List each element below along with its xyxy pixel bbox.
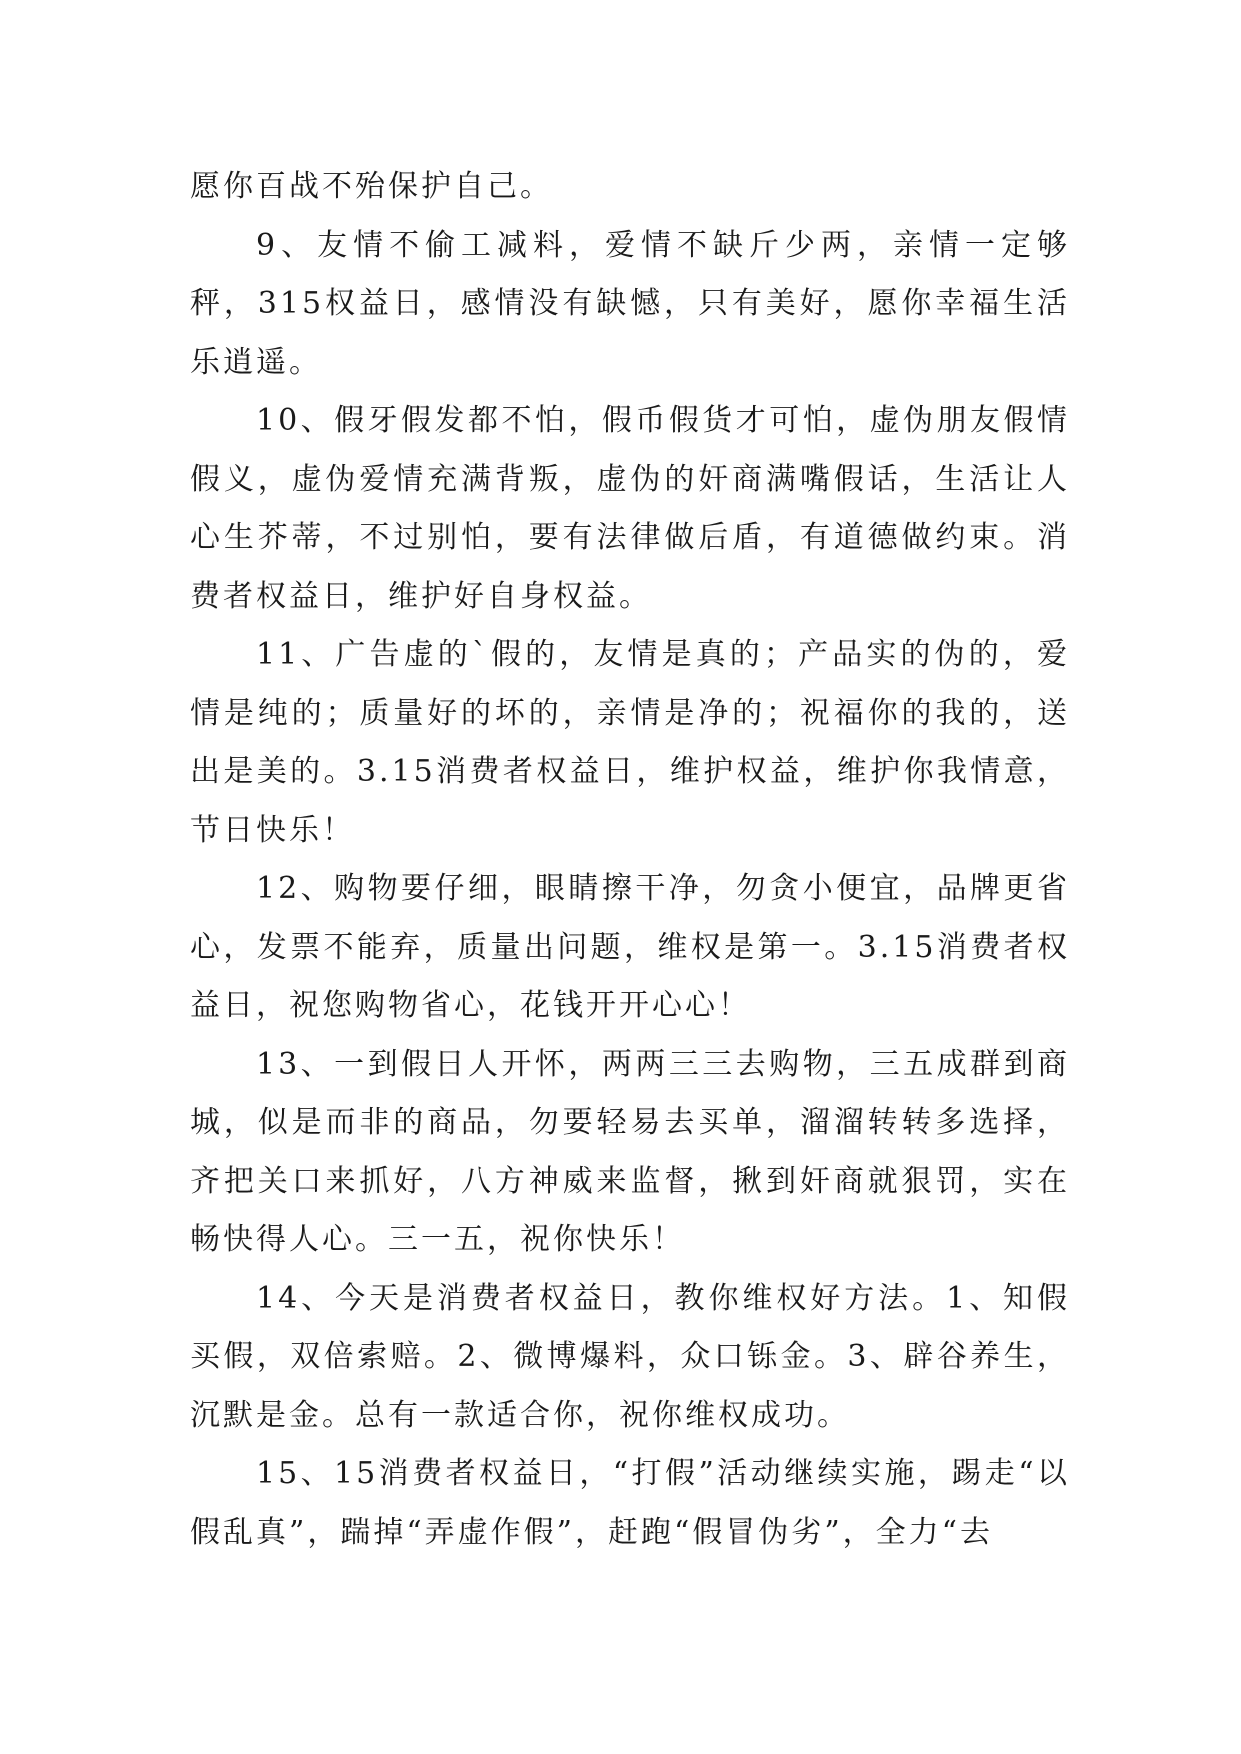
paragraph-10: 10、假牙假发都不怕，假币假货才可怕，虚伪朋友假情假义，虚伪爱情充满背叛，虚伪的奸商满嘴假话，生活让人心生芥蒂，不过别怕，要有法律做后盾，有道德做约束。消费者权益日，维护好自身权益。 (190, 403, 1070, 614)
paragraph-15: 15、15消费者权益日，“打假”活动继续实施，踢走“以假乱真”，踹掉“弄虚作假”，赶跑“假冒伪劣”，全力“去 (190, 1456, 1070, 1550)
document-body (190, 158, 1070, 1562)
paragraph-12: 12、购物要仔细，眼睛擦干净，勿贪小便宜，品牌更省心，发票不能弃，质量出问题，维权是第一。3.15消费者权益日，祝您购物省心，花钱开开心心！ (190, 871, 1070, 1023)
paragraph-13: 13、一到假日人开怀，两两三三去购物，三五成群到商城，似是而非的商品，勿要轻易去买单，溜溜转转多选择，齐把关口来抓好，八方神威来监督，揪到奸商就狠罚，实在畅快得人心。三一五，祝你快乐！ (190, 1046, 1070, 1257)
paragraph-9: 9、友情不偷工减料，爱情不缺斤少两，亲情一定够秤，315权益日，感情没有缺憾，只有美好，愿你幸福生活乐逍遥。 (190, 227, 1070, 380)
paragraph-11: 11、广告虚的`假的，友情是真的；产品实的伪的，爱情是纯的；质量好的坏的，亲情是净的；祝福你的我的，送出是美的。3.15消费者权益日，维护权益，维护你我情意，节日快乐！ (190, 637, 1070, 848)
paragraph-0: 愿你百战不殆保护自己。 (190, 169, 553, 204)
paragraph-14: 14、今天是消费者权益日，教你维权好方法。1、知假买假，双倍索赔。2、微博爆料，众口铄金。3、辟谷养生，沉默是金。总有一款适合你，祝你维权成功。 (190, 1280, 1070, 1433)
